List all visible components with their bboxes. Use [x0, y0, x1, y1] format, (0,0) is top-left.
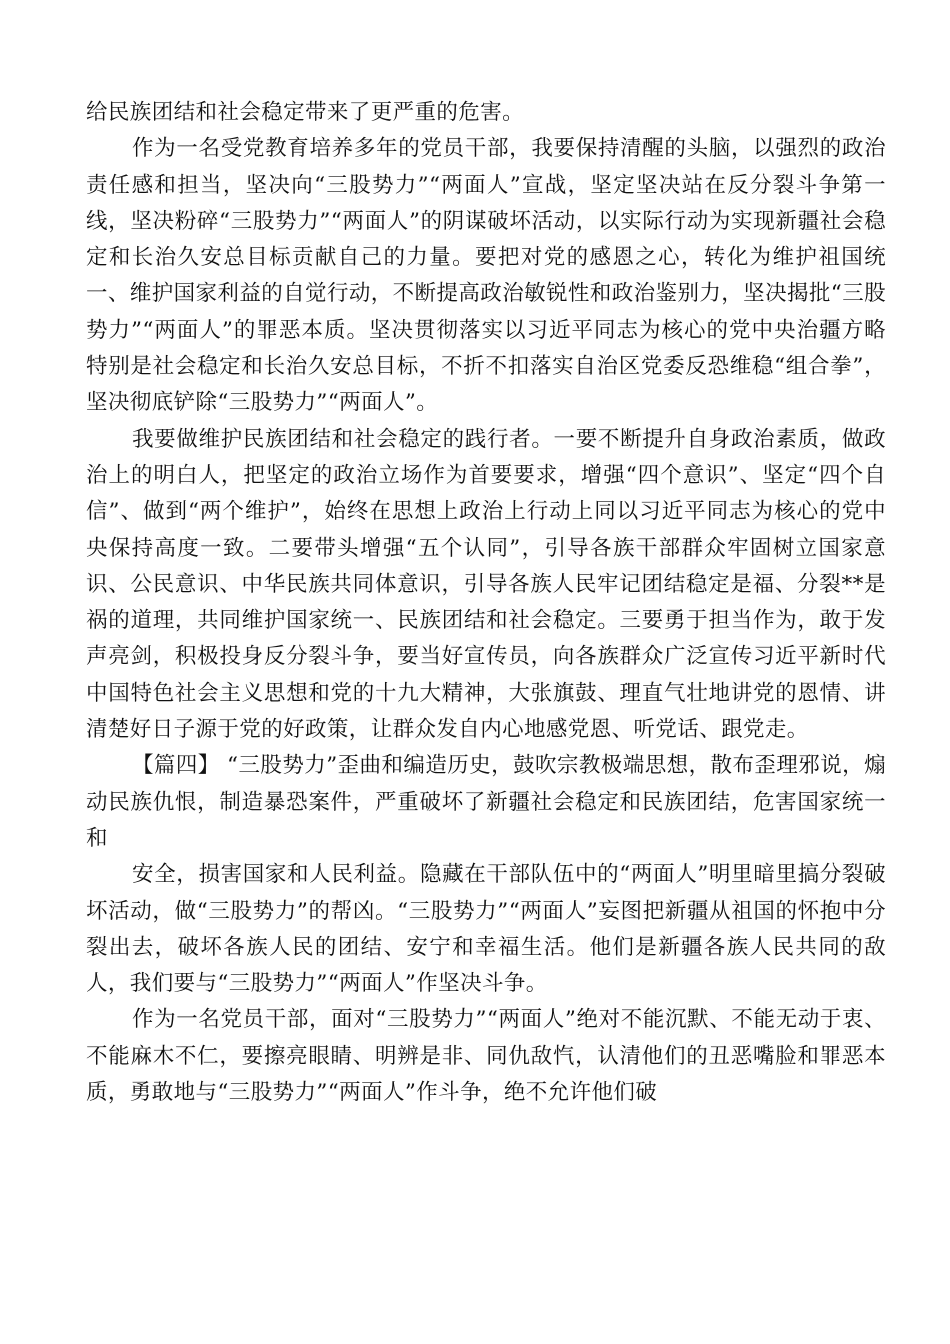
- paragraph-6: 作为一名党员干部，面对“三股势力”“两面人”绝对不能沉默、不能无动于衷、不能麻木不仁，要擦亮眼睛、明辨是非、同仇敌忾，认清他们的丑恶嘴脸和罪恶本质，勇敢地与“三股势力”“两面人”作斗争，绝不允许他们破: [86, 1007, 886, 1106]
- document-page: [86, 95, 886, 1111]
- paragraph-2: 作为一名受党教育培养多年的党员干部，我要保持清醒的头脑，以强烈的政治责任感和担当，坚决向“三股势力”“两面人”宣战，坚定坚决站在反分裂斗争第一线，坚决粉碎“三股势力”“两面人”的阴谋破坏活动，以实际行动为实现新疆社会稳定和长治久安总目标贡献自己的力量。要把对党的感恩之心，转化为维护祖国统一、维护国家利益的自觉行动，不断提高政治敏锐性和政治鉴别力，坚决揭批“三股势力”“两面人”的罪恶本质。坚决贯彻落实以习近平同志为核心的党中央治疆方略特别是社会稳定和长治久安总目标，不折不扣落实自治区党委反恐维稳“组合拳”，坚决彻底铲除“三股势力”“两面人”。: [86, 136, 886, 416]
- paragraph-5: 安全，损害国家和人民利益。隐藏在干部队伍中的“两面人”明里暗里搞分裂破坏活动，做“三股势力”的帮凶。“三股势力”“两面人”妄图把新疆从祖国的怀抱中分裂出去，破坏各族人民的团结、安宁和幸福生活。他们是新疆各族人民共同的敌人，我们要与“三股势力”“两面人”作坚决斗争。: [86, 862, 886, 997]
- paragraph-4: 【篇四】 “三股势力”歪曲和编造历史，鼓吹宗教极端思想，散布歪理邪说，煽动民族仇恨，制造暴恐案件，严重破坏了新疆社会稳定和民族团结，危害国家统一和: [86, 753, 886, 851]
- paragraph-1: 给民族团结和社会稳定带来了更严重的危害。: [86, 100, 525, 125]
- paragraph-3: 我要做维护民族团结和社会稳定的践行者。一要不断提升自身政治素质，做政治上的明白人，把坚定的政治立场作为首要要求，增强“四个意识”、坚定“四个自信”、做到“两个维护”，始终在思想上政治上行动上同以习近平同志为核心的党中央保持高度一致。二要带头增强“五个认同”，引导各族干部群众牢固树立国家意识、公民意识、中华民族共同体意识，引导各族人民牢记团结稳定是福、分裂**是祸的道理，共同维护国家统一、民族团结和社会稳定。三要勇于担当作为，敢于发声亮剑，积极投身反分裂斗争，要当好宣传员，向各族群众广泛宣传习近平新时代中国特色社会主义思想和党的十九大精神，大张旗鼓、理直气壮地讲党的恩情、讲清楚好日子源于党的好政策，让群众发自内心地感党恩、听党话、跟党走。: [86, 426, 886, 743]
